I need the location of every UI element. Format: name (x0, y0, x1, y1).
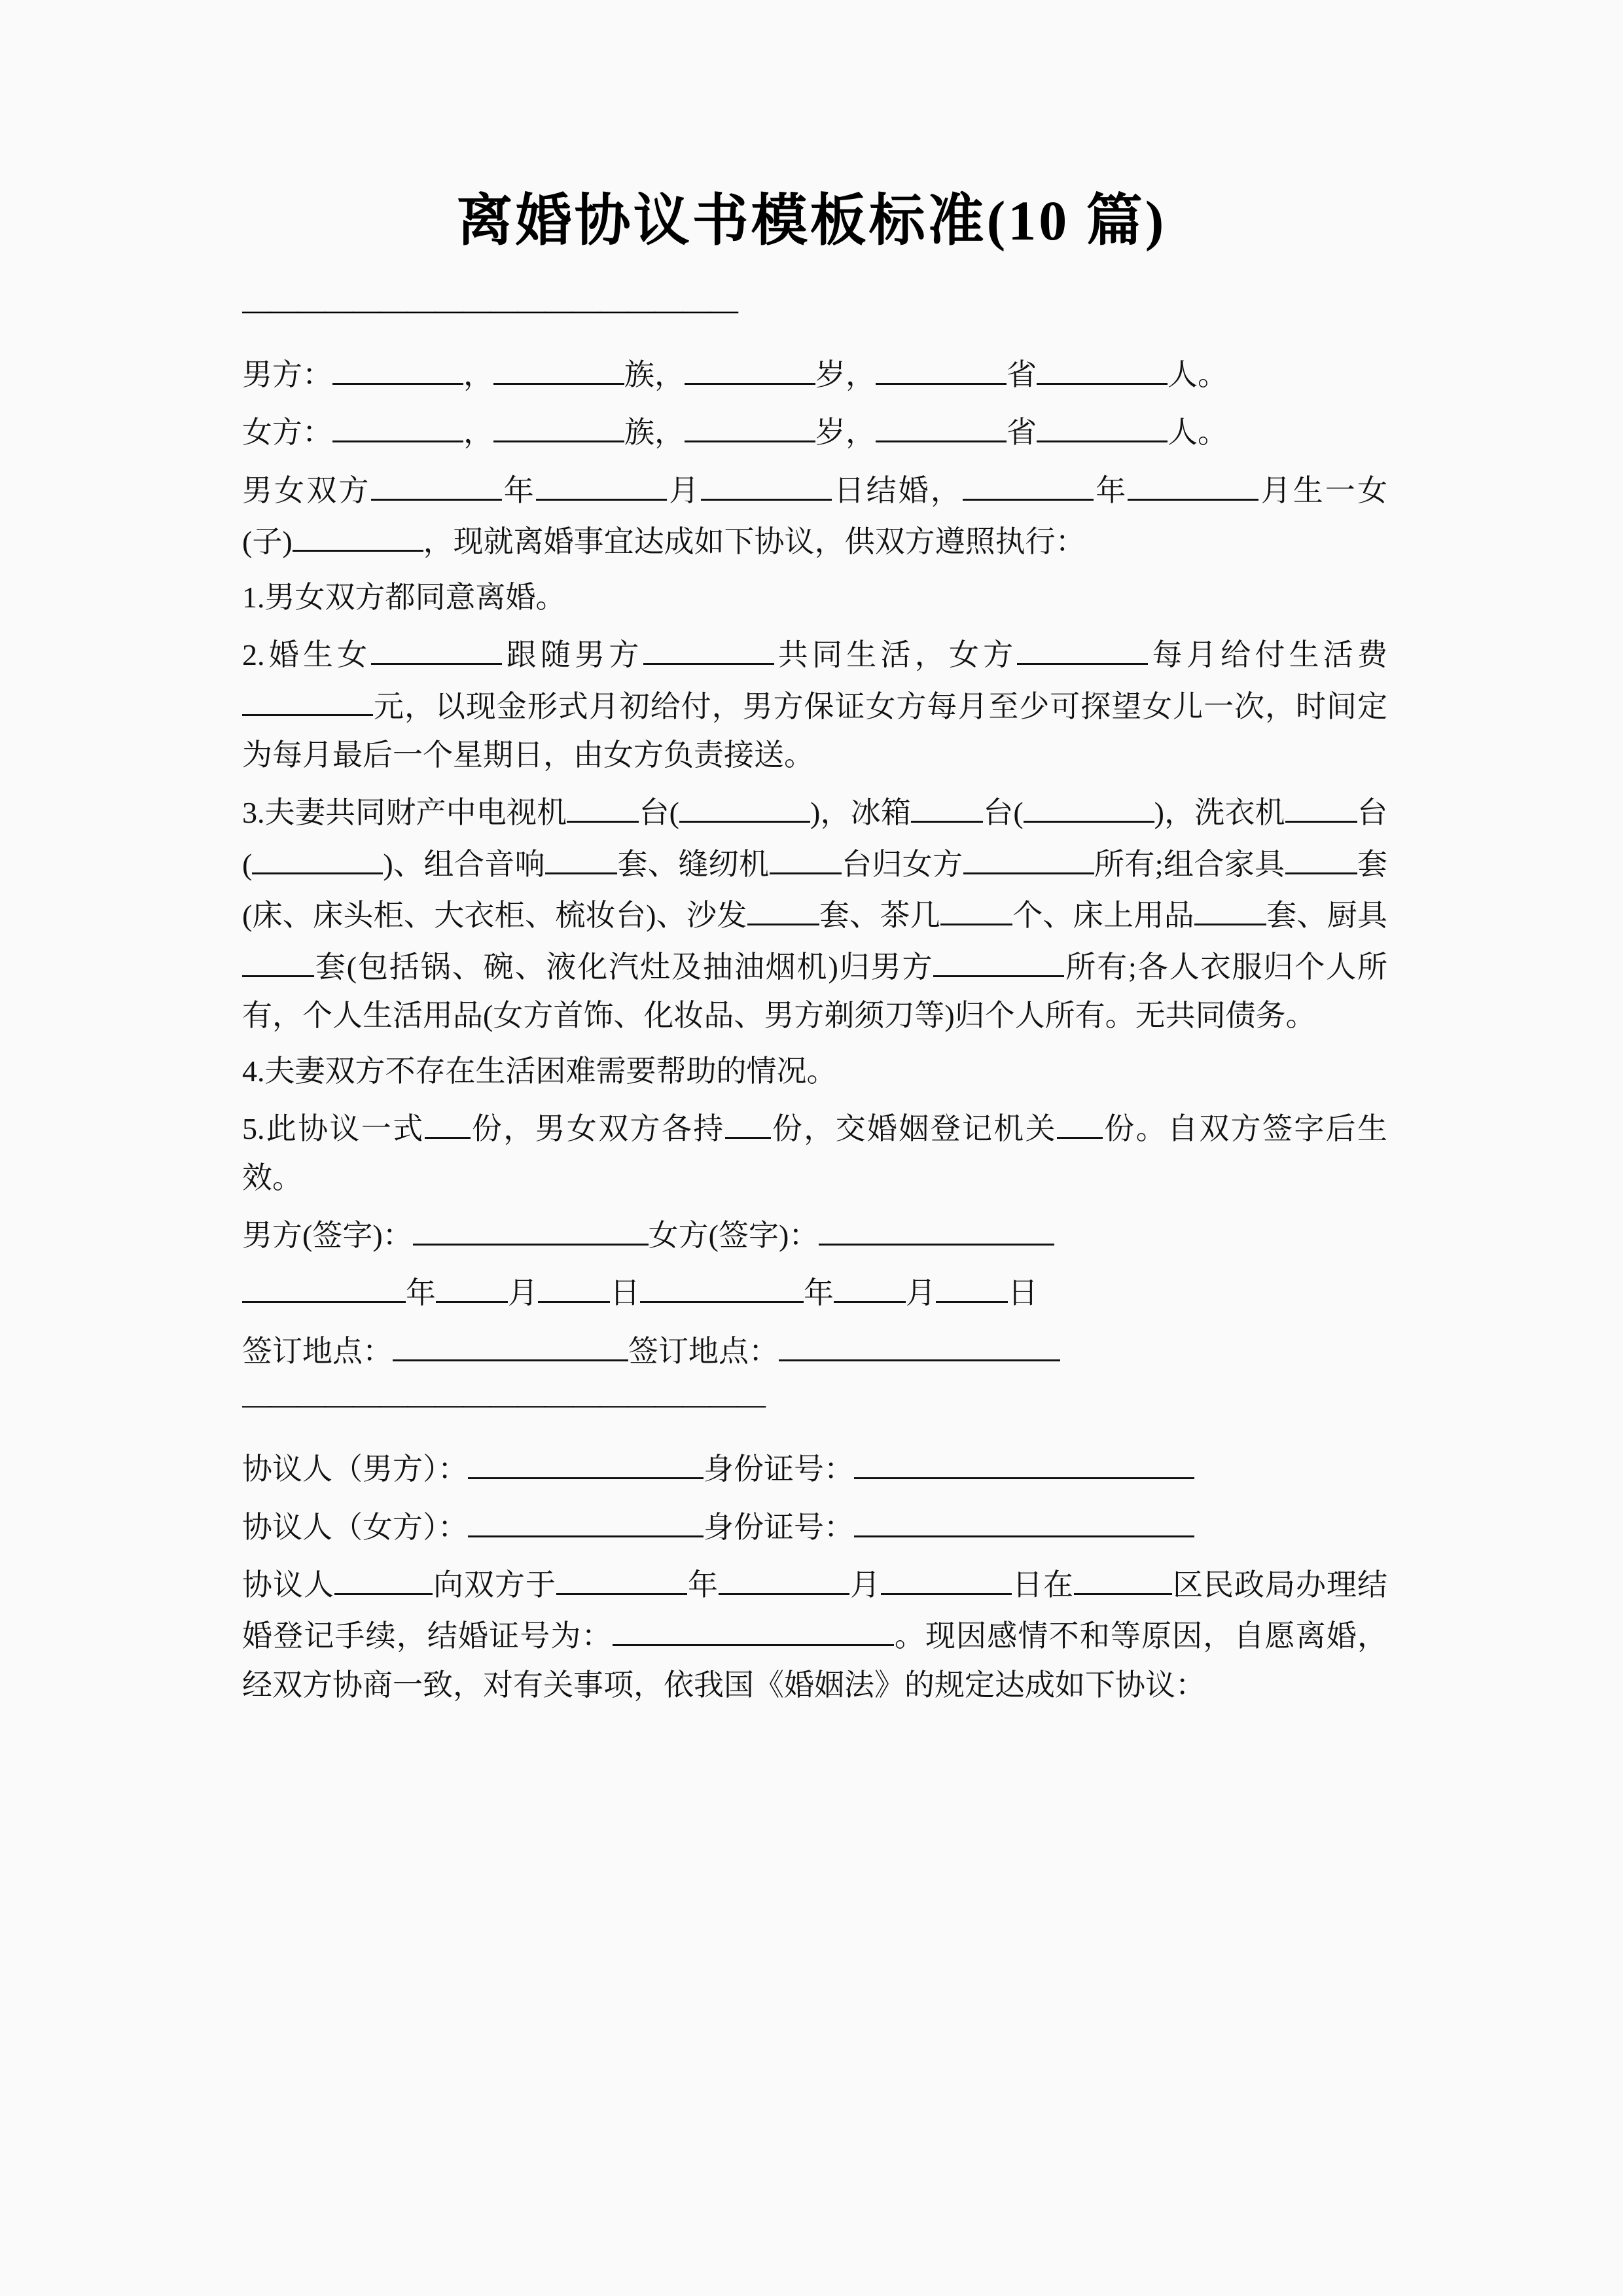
bedding-count-blank[interactable] (1194, 889, 1266, 925)
fridge-note-blank[interactable] (1024, 786, 1154, 823)
clause-3-g: )、组合音响 (383, 847, 546, 881)
copies-total-blank[interactable] (425, 1102, 471, 1139)
furniture-count-blank[interactable] (1285, 838, 1357, 874)
wife-ethnicity-blank[interactable] (493, 406, 624, 442)
separator-bottom: ——————————————————— (242, 1390, 764, 1421)
party-wife-label: 协议人（女方）： (242, 1510, 468, 1544)
reg-district-blank[interactable] (1074, 1558, 1172, 1595)
husband-ethnicity-blank[interactable] (493, 348, 624, 385)
reg-b: 向双方于 (433, 1568, 556, 1602)
washer-count-blank[interactable] (1285, 786, 1357, 823)
marriage-married-label: 日结婚， (832, 473, 963, 507)
party-wife-name-blank[interactable] (468, 1501, 704, 1537)
clause-1: 1.男女双方都同意离婚。 (242, 580, 566, 614)
signature-date-line (242, 1266, 1387, 1318)
clause-3-a: 3.夫妻共同财产中电视机 (242, 796, 567, 830)
wife-label: 女方： (242, 416, 332, 450)
clause-3-p: 所有;各人衣服归个人所有，个人生活用品(女方首饰、化妆品、男方剃须刀等)归个人所有。无共同债务。 (242, 950, 1387, 1033)
wife-date-month-label: 月 (906, 1276, 936, 1310)
wife-date-day-label: 日 (1008, 1276, 1038, 1310)
husband-date-day-blank[interactable] (538, 1266, 610, 1303)
clause-3 (242, 786, 1387, 1040)
birth-year-label: 年 (1094, 473, 1128, 507)
wife-date-day-blank[interactable] (936, 1266, 1008, 1303)
wife-date-year-label: 年 (804, 1276, 834, 1310)
clause-5-d: 份。自双方签字后生效。 (242, 1112, 1388, 1194)
clause-3-j: 所有;组合家具 (1094, 847, 1285, 881)
clause-3-n: 套、厨具 (1266, 899, 1388, 933)
reg-party-blank[interactable] (334, 1558, 433, 1595)
reg-e: 日在 (1012, 1568, 1074, 1602)
marriage-year-label: 年 (501, 473, 536, 507)
husband-name-blank[interactable] (332, 348, 463, 385)
clause-2 (242, 628, 1387, 780)
husband-place-label: 签订地点： (242, 1334, 393, 1368)
wife-comma-1: ， (463, 416, 493, 450)
wife-signature-label: 女方(签字)： (648, 1218, 819, 1252)
wife-age-blank[interactable] (685, 406, 815, 442)
sewing-count-blank[interactable] (770, 838, 842, 874)
husband-origin-label: 人。 (1168, 357, 1228, 391)
marriage-month-label: 月 (666, 473, 702, 507)
husband-date-month-label: 月 (508, 1276, 538, 1310)
husband-date-day-label: 日 (610, 1276, 640, 1310)
wife-date-month-blank[interactable] (834, 1266, 906, 1303)
tv-count-blank[interactable] (567, 786, 639, 823)
clause-2-child-blank[interactable] (371, 628, 502, 665)
marriage-year-blank[interactable] (371, 464, 502, 501)
party-husband-id-blank[interactable] (854, 1443, 1194, 1479)
reg-g: 。现因感情不和等原因，自愿离婚，经双方协商一致，对有关事项，依我国《婚姻法》的规定达成如下协议： (242, 1619, 1388, 1702)
wife-place-label: 签订地点： (628, 1334, 779, 1368)
child-name-blank[interactable] (293, 515, 423, 552)
husband-age-blank[interactable] (685, 348, 815, 385)
copies-each-blank[interactable] (725, 1102, 771, 1139)
clause-5 (242, 1102, 1387, 1202)
wife-province-blank[interactable] (876, 406, 1007, 442)
marriage-cert-no-blank[interactable] (613, 1609, 894, 1646)
clause-3-l: 套、茶几 (819, 899, 940, 933)
tv-note-blank[interactable] (679, 786, 810, 823)
husband-label: 男方： (242, 357, 332, 391)
stereo-count-blank[interactable] (545, 838, 617, 874)
party-wife-id-label: 身份证号： (704, 1510, 854, 1544)
reg-c: 年 (687, 1568, 719, 1602)
marriage-day-blank[interactable] (701, 464, 832, 501)
husband-province-blank[interactable] (876, 348, 1007, 385)
party-husband-id-label: 身份证号： (704, 1452, 854, 1486)
clause-2-a: 2.婚生女 (242, 638, 372, 672)
husband-date-month-blank[interactable] (436, 1266, 508, 1303)
reg-day-blank[interactable] (881, 1558, 1012, 1595)
husband-place-blank[interactable] (393, 1325, 628, 1361)
clause-2-wife-blank[interactable] (1017, 628, 1148, 665)
fridge-count-blank[interactable] (911, 786, 983, 823)
marriage-and-child-line (242, 464, 1387, 567)
clause-3-d: 台( (983, 796, 1024, 830)
clause-3-o: 套(包括锅、碗、液化汽灶及抽油烟机)归男方 (314, 950, 934, 984)
birth-month-label: 月 (1258, 473, 1293, 507)
husband-origin-blank[interactable] (1037, 348, 1168, 385)
clause-2-e: 元，以现金形式月初给付，男方保证女方每月至少可探望女儿一次，时间定为每月最后一个星期日，由女方负责接送。 (242, 689, 1387, 772)
signing-place-line (242, 1325, 1387, 1376)
reg-d: 月 (849, 1568, 881, 1602)
husband-ethnicity-label: 族， (624, 357, 685, 391)
wife-place-blank[interactable] (779, 1325, 1060, 1361)
copies-bureau-blank[interactable] (1057, 1102, 1103, 1139)
birth-month-blank[interactable] (1128, 464, 1258, 501)
clause-4: 4.夫妻双方不存在生活困难需要帮助的情况。 (242, 1054, 837, 1088)
clause-3-b: 台( (639, 796, 679, 830)
party-wife-line (242, 1501, 1387, 1552)
marriage-month-blank[interactable] (536, 464, 667, 501)
husband-date-year-blank[interactable] (242, 1266, 406, 1303)
clause-2-c: 共同生活，女方 (774, 638, 1018, 672)
separator-top: —————————————————— (242, 296, 737, 326)
wife-origin-label: 人。 (1168, 416, 1228, 450)
husband-info-line (242, 348, 1387, 399)
page-title: 离婚协议书模板标准(10 篇) (456, 189, 1167, 252)
party-wife-id-blank[interactable] (854, 1501, 1194, 1537)
clause-3-h: 套、缝纫机 (617, 847, 770, 881)
husband-owner-blank[interactable] (933, 941, 1064, 977)
child-prefix-label: 生一女(子) (242, 473, 1388, 559)
clause-5-a: 5.此协议一式 (242, 1112, 425, 1146)
reg-year-blank[interactable] (556, 1558, 687, 1595)
wife-signature-blank[interactable] (819, 1209, 1054, 1246)
wife-owner-blank[interactable] (963, 838, 1094, 874)
party-husband-line (242, 1443, 1387, 1494)
clause-3-k: 套(床、床头柜、大衣柜、梳妆台)、沙发 (242, 847, 1387, 933)
husband-comma-1: ， (463, 357, 493, 391)
clause-2-husband-blank[interactable] (643, 628, 774, 665)
washer-note-blank[interactable] (252, 838, 383, 874)
party-husband-name-blank[interactable] (468, 1443, 704, 1479)
clause-5-c: 份，交婚姻登记机关 (770, 1112, 1057, 1146)
marriage-prefix-label: 男女双方 (242, 473, 371, 507)
husband-age-label: 岁， (815, 357, 876, 391)
sofa-count-blank[interactable] (747, 889, 819, 925)
wife-age-label: 岁， (815, 416, 876, 450)
clause-5-b: 份，男女双方各持 (470, 1112, 725, 1146)
clause-2-d: 每月给付生活费 (1148, 638, 1388, 672)
husband-province-label: 省 (1007, 357, 1037, 391)
document-body (242, 296, 1387, 1716)
birth-year-blank[interactable] (963, 464, 1094, 501)
kitchenware-count-blank[interactable] (242, 941, 314, 977)
wife-date-year-blank[interactable] (640, 1266, 804, 1303)
registration-paragraph (242, 1558, 1387, 1710)
clause-2-amount-blank[interactable] (242, 680, 373, 717)
signature-line (242, 1209, 1387, 1260)
wife-ethnicity-label: 族， (624, 416, 685, 450)
husband-signature-label: 男方(签字)： (242, 1218, 413, 1252)
clause-3-f: 台( (242, 796, 1387, 881)
clause-3-c: )，冰箱 (810, 796, 911, 830)
reg-a: 协议人 (242, 1568, 334, 1602)
reg-month-blank[interactable] (719, 1558, 849, 1595)
wife-info-line (242, 406, 1387, 457)
teatable-count-blank[interactable] (940, 889, 1012, 925)
clause-3-e: )，洗衣机 (1154, 796, 1285, 830)
clause-2-b: 跟随男方 (502, 638, 643, 672)
wife-province-label: 省 (1007, 416, 1037, 450)
party-husband-label: 协议人（男方）： (242, 1452, 468, 1486)
child-suffix-label: ，现就离婚事宜达成如下协议，供双方遵照执行： (423, 525, 1086, 559)
husband-signature-blank[interactable] (413, 1209, 649, 1246)
clause-3-i: 台归女方 (841, 847, 963, 881)
wife-origin-blank[interactable] (1037, 406, 1168, 442)
husband-date-year-label: 年 (406, 1276, 436, 1310)
clause-3-m: 个、床上用品 (1012, 899, 1194, 933)
reg-f: 区民政局办理结婚登记手续，结婚证号为： (242, 1568, 1387, 1653)
wife-name-blank[interactable] (332, 406, 463, 442)
